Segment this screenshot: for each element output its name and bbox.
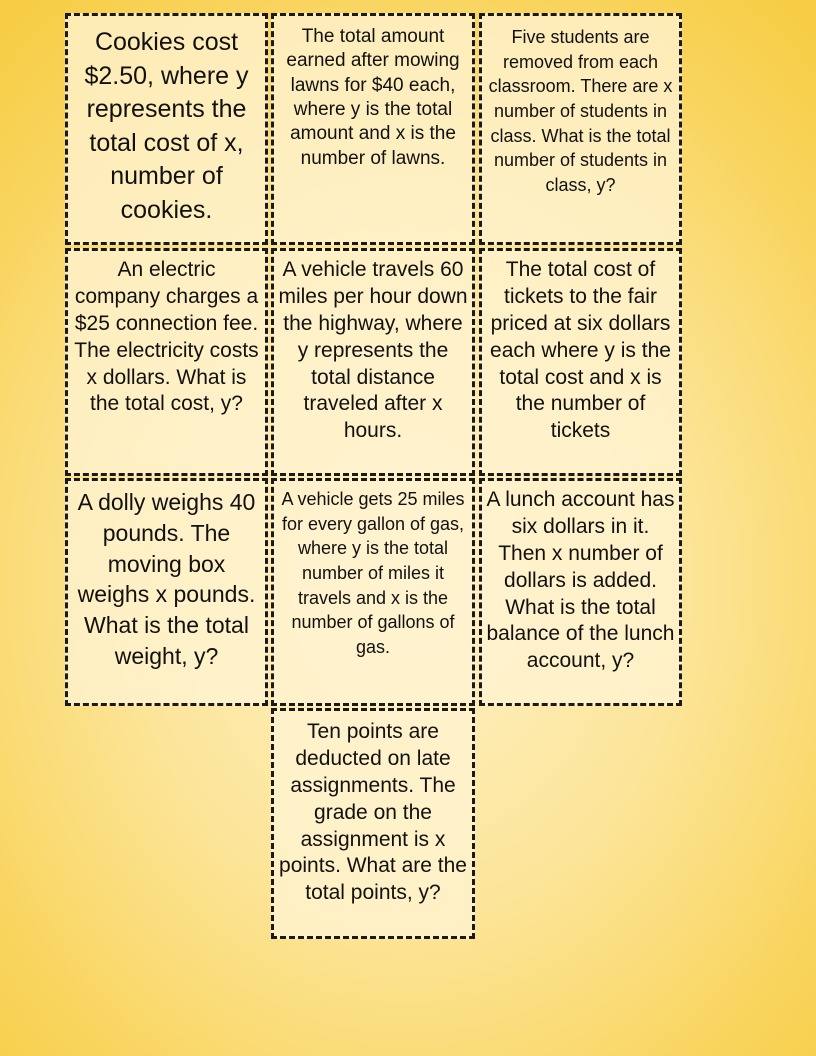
word-problem-card-electric[interactable] <box>65 248 268 476</box>
word-problem-card-cookies[interactable] <box>65 13 268 245</box>
word-problem-card-late-points[interactable] <box>271 708 475 939</box>
card-text: A vehicle travels 60 miles per hour down the highway, where y represents the total distance traveled after x hours. <box>278 258 468 443</box>
card-text: Ten points are deducted on late assignments. The grade on the assignment is x points. What are the total points, y? <box>279 720 467 905</box>
word-problem-card-students[interactable] <box>479 13 682 245</box>
word-problem-card-lawns[interactable] <box>271 13 475 245</box>
card-text: The total amount earned after mowing lawns for $40 each, where y is the total amount and x is the number of lawns. <box>286 26 460 169</box>
word-problem-card-lunch-account[interactable] <box>479 478 682 706</box>
card-text: An electric company charges a $25 connection fee. The electricity costs x dollars. What is the total cost, y? <box>74 258 259 416</box>
word-problem-card-vehicle-speed[interactable] <box>271 248 475 476</box>
word-problem-card-dolly[interactable] <box>65 478 268 706</box>
card-text: A lunch account has six dollars in it. Then x number of dollars is added. What is the total balance of the lunch account, y? <box>486 488 675 673</box>
card-text: Five students are removed from each classroom. There are x number of students in class. What is the total number of students in class, y? <box>488 27 673 195</box>
word-problem-card-fair-tickets[interactable] <box>479 248 682 476</box>
card-text: A dolly weighs 40 pounds. The moving box weighs x pounds. What is the total weight, y? <box>77 489 256 670</box>
card-text: The total cost of tickets to the fair priced at six dollars each where y is the total cost and x is the number of tickets <box>490 258 671 443</box>
word-problem-card-gas-mileage[interactable] <box>271 478 475 706</box>
card-text: Cookies cost $2.50, where y represents the total cost of x, number of cookies. <box>84 28 249 224</box>
card-text: A vehicle gets 25 miles for every gallon of gas, where y is the total number of miles it travels and x is the number of gallons of gas. <box>281 489 465 657</box>
